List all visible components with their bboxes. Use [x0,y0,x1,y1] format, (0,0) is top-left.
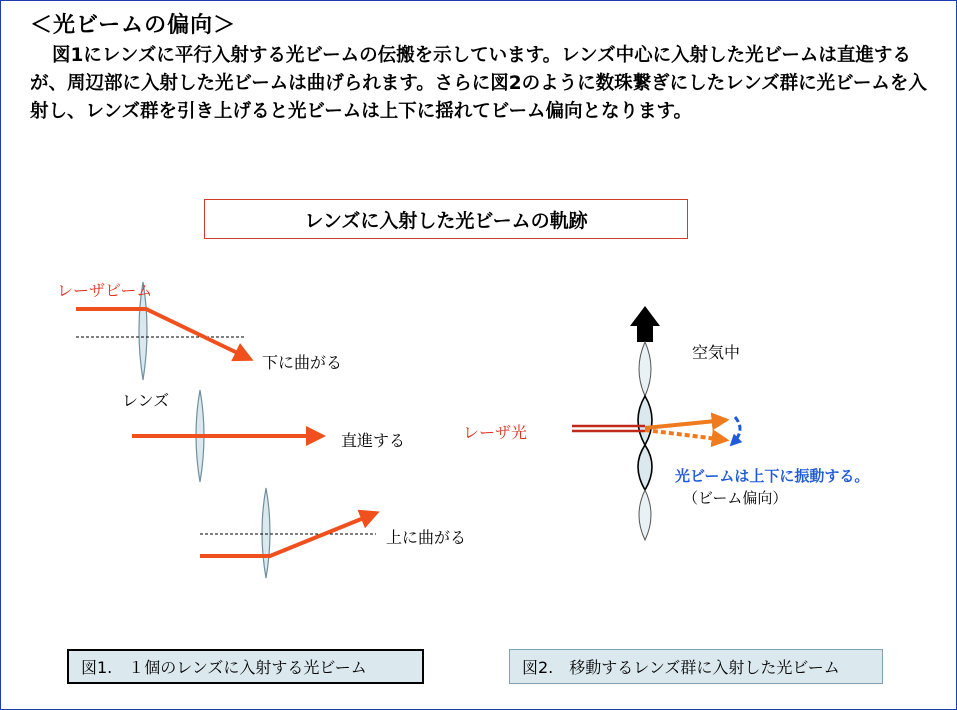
fig2-oscillation-label: 光ビームは上下に振動する。 [675,467,870,485]
oscillation-arc [733,417,740,443]
intro-paragraph: 図1にレンズに平行入射する光ビームの伝搬を示しています。レンズ中心に入射した光ビームは直進するが、周辺部に入射した光ビームは曲げられます。さらに図2のように数珠繋ぎにしたレンズ群に光ビームを入射し、レンズ群を引き上げると光ビームは上下に揺れてビーム偏向となります。 [30,45,927,122]
lens-chain [638,342,652,540]
fig2-beam-deflected-up [645,420,726,428]
fig2-caption: 図2. 移動するレンズ群に入射した光ビーム [509,649,883,684]
fig1-bend-down-label: 下に曲がる [262,353,343,372]
up-arrow-icon [630,306,660,342]
fig2-laser-label: レーザ光 [463,423,528,442]
fig2-air-label: 空気中 [692,343,741,362]
fig1-bend-up-label: 上に曲がる [386,528,467,547]
page-heading: ＜光ビームの偏向＞ [30,13,237,38]
fig1-straight-label: 直進する [341,431,406,450]
fig1-lens-bottom [262,488,270,578]
fig1-caption: 図1. １個のレンズに入射する光ビーム [67,649,424,684]
fig2-deflection-label: （ビーム偏向） [683,489,788,507]
diagram-title: レンズに入射した光ビームの軌跡 [204,199,688,239]
fig1-laser-label: レーザビーム [57,281,153,300]
fig2-beam-deflected-down [645,430,726,440]
fig1-beam-bend-down [76,309,250,359]
fig1-lens-label: レンズ [122,391,170,410]
